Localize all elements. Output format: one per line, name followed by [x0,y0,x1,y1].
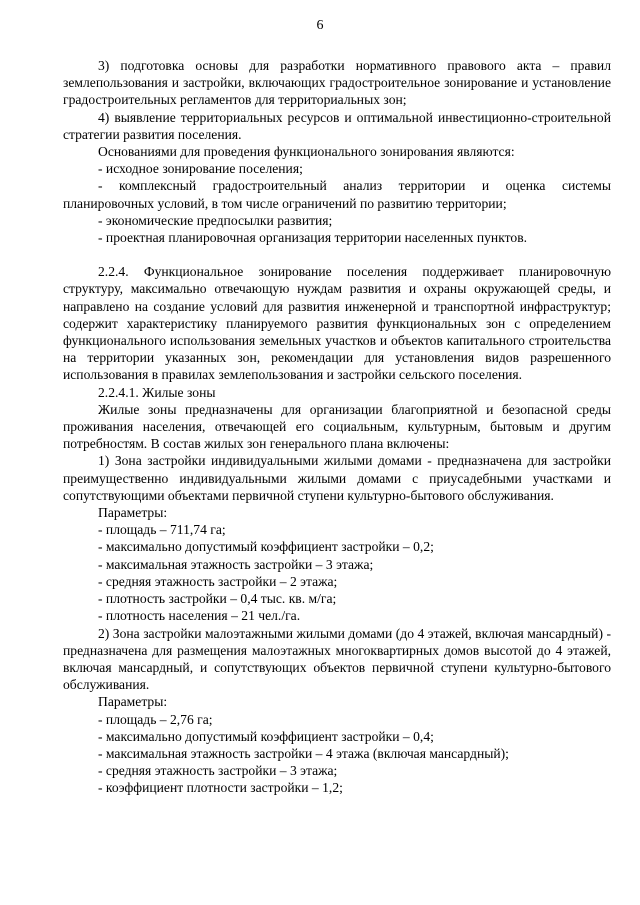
paragraph: - максимальная этажность застройки – 3 этажа; [98,556,374,572]
paragraph: - проектная планировочная организация территории населенных пунктов. [98,230,528,246]
paragraph: 2.2.4.1. Жилые зоны [98,384,216,400]
paragraph: Жилые зоны предназначены для организации благоприятной и безопасной среды проживания населения, отвечающей его социальным, культурным, бытовым и другим потребностям. В состав жилых зон генерального плана включены: [63,401,611,452]
paragraph: - максимально допустимый коэффициент застройки – 0,4; [98,728,434,744]
paragraph: - плотность застройки – 0,4 тыс. кв. м/га; [98,591,337,607]
paragraph: 2) Зона застройки малоэтажными жилыми домами (до 4 этажей, включая мансардный) - предназначена для размещения малоэтажных многоквартирных домов высотой до 4 этажей, включая мансардный, и сопутствующих объектов первичной ступени культурно-бытового обслуживания. [63,625,611,693]
paragraph: - средняя этажность застройки – 2 этажа; [98,573,338,589]
paragraph: 4) выявление территориальных ресурсов и оптимальной инвестиционно-строительной стратегии развития поселения. [63,109,611,142]
paragraph-spacer [63,246,611,263]
paragraph: Параметры: [98,505,168,521]
paragraph: - комплексный градостроительный анализ территории и оценка системы планировочных условий, в том числе ограничений по развитию территории; [63,178,611,211]
paragraph: - плотность населения – 21 чел./га. [98,608,301,624]
paragraph: - максимальная этажность застройки – 4 этажа (включая мансардный); [98,745,509,761]
paragraph: Параметры: [98,694,168,710]
paragraph: - средняя этажность застройки – 3 этажа; [98,763,338,779]
paragraph: - максимально допустимый коэффициент застройки – 0,2; [98,539,434,555]
paragraph: 1) Зона застройки индивидуальными жилыми домами - предназначена для застройки преимущественно индивидуальными жилыми домами с приусадебными участками и сопутствующими объектами первичной ступени культурно-бытового обслуживания. [63,453,611,503]
paragraph: - площадь – 711,74 га; [98,522,226,538]
body-text [63,57,611,797]
paragraph: 2.2.4. Функциональное зонирование поселения поддерживает планировочную структуру, максимально отвечающую нуждам развития и охраны окружающей среды, и направлено на создание условий для развития инженерной и транспортной инфраструктур; содержит характеристику планируемого развития функциональных зон с определением функционального использования земельных участков и объектов капитального строительства на территории указанных зон, рекомендации для установления видов разрешенного использования в правилах землепользования и застройки сельского поселения. [63,264,611,383]
paragraph: - коэффициент плотности застройки – 1,2; [98,780,343,796]
paragraph: - экономические предпосылки развития; [98,212,333,228]
paragraph: 3) подготовка основы для разработки нормативного правового акта – правил землепользования и застройки, включающих градостроительное зонирование и установление градостроительных регламентов для территориальных зон; [63,58,611,108]
page-number: 6 [316,18,324,33]
paragraph: - площадь – 2,76 га; [98,711,213,727]
paragraph: Основаниями для проведения функционального зонирования являются: [98,144,515,160]
paragraph: - исходное зонирование поселения; [98,161,303,177]
